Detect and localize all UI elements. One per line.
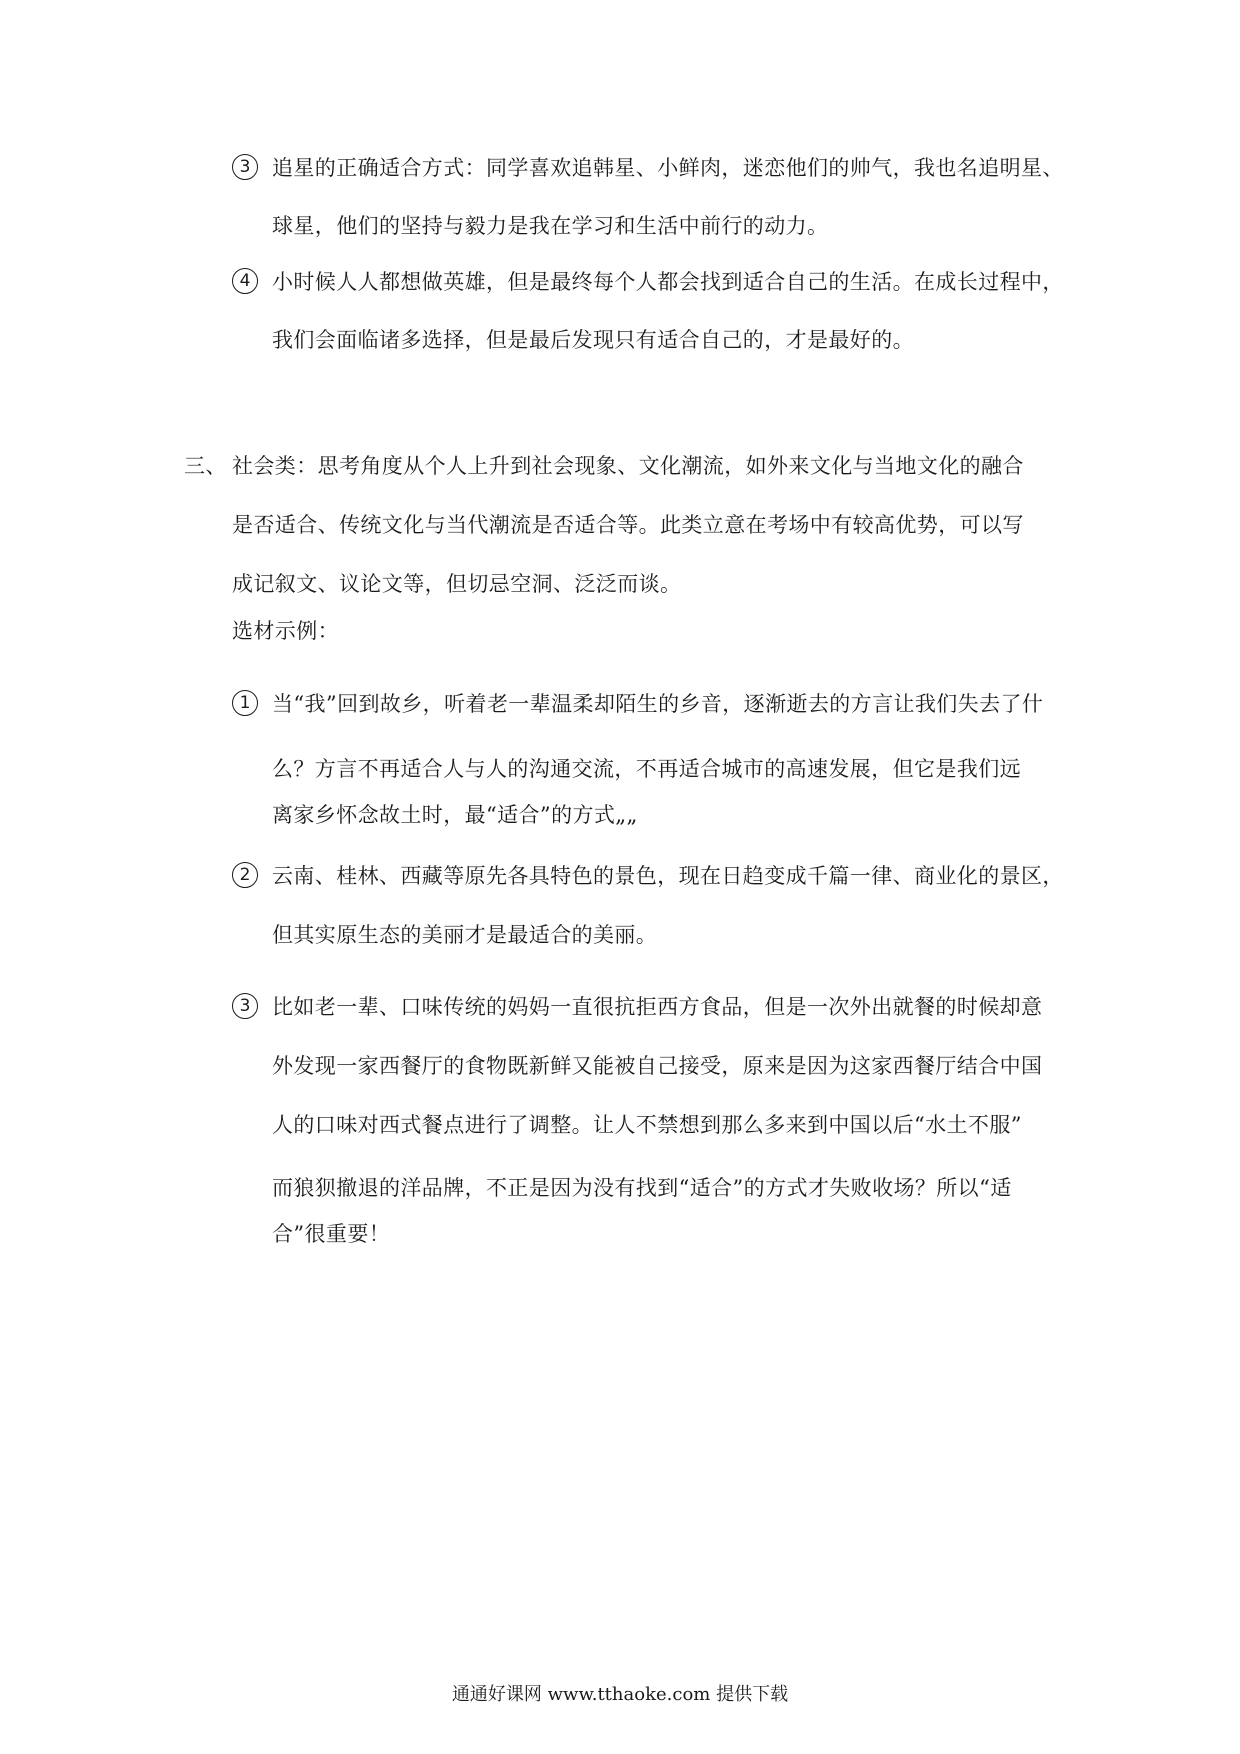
section-heading: 三、 [184,454,227,478]
item-text-line: 比如老一辈、口味传统的妈妈一直很抗拒西方食品，但是一次外出就餐的时候却意 [272,995,1043,1019]
item-number-badge: 1 [232,690,258,716]
item-text-line: 我们会面临诸多选择，但是最后发现只有适合自己的，才是最好的。 [272,328,914,352]
item-text-line: 合”很重要！ [272,1222,391,1246]
item-text-line: 外发现一家西餐厅的食物既新鲜又能被自己接受，原来是因为这家西餐厅结合中国 [272,1054,1043,1078]
item-text-line: 当“我”回到故乡，听着老一辈温柔却陌生的乡音，逐渐逝去的方言让我们失去了什 [272,692,1044,716]
item-text-line: 追星的正确适合方式：同学喜欢追韩星、小鲜肉，迷恋他们的帅气，我也名追明星、 [272,156,1064,180]
examples-label: 选材示例： [232,619,339,643]
section-paragraph-line: 社会类：思考角度从个人上升到社会现象、文化潮流，如外来文化与当地文化的融合 [232,454,1024,478]
section-paragraph-line: 是否适合、传统文化与当代潮流是否适合等。此类立意在考场中有较高优势，可以写 [232,513,1024,537]
item-text-line: 小时候人人都想做英雄，但是最终每个人都会找到适合自己的生活。在成长过程中， [272,270,1064,294]
section-paragraph-line: 成记叙文、议论文等，但切忌空洞、泛泛而谈。 [232,572,682,596]
item-text-line: 么？方言不再适合人与人的沟通交流，不再适合城市的高速发展，但它是我们远 [272,757,1021,781]
item-text-line: 离家乡怀念故土时，最“适合”的方式„„ [272,803,638,827]
item-text-line: 球星，他们的坚持与毅力是我在学习和生活中前行的动力。 [272,214,829,238]
item-text-line: 但其实原生态的美丽才是最适合的美丽。 [272,923,658,947]
item-text-line: 而狼狈撤退的洋品牌，不正是因为没有找到“适合”的方式才失败收场？所以“适 [272,1176,1012,1200]
item-number-badge: 4 [232,268,258,294]
item-text-line: 人的口味对西式餐点进行了调整。让人不禁想到那么多来到中国以后“水土不服” [272,1113,1022,1137]
page-footer: 通通好课网 www.tthaoke.com 提供下载 [451,1684,789,1705]
item-number-badge: 3 [232,993,258,1019]
item-number-badge: 3 [232,154,258,180]
item-number-badge: 2 [232,862,258,888]
item-text-line: 云南、桂林、西藏等原先各具特色的景色，现在日趋变成千篇一律、商业化的景区， [272,864,1064,888]
